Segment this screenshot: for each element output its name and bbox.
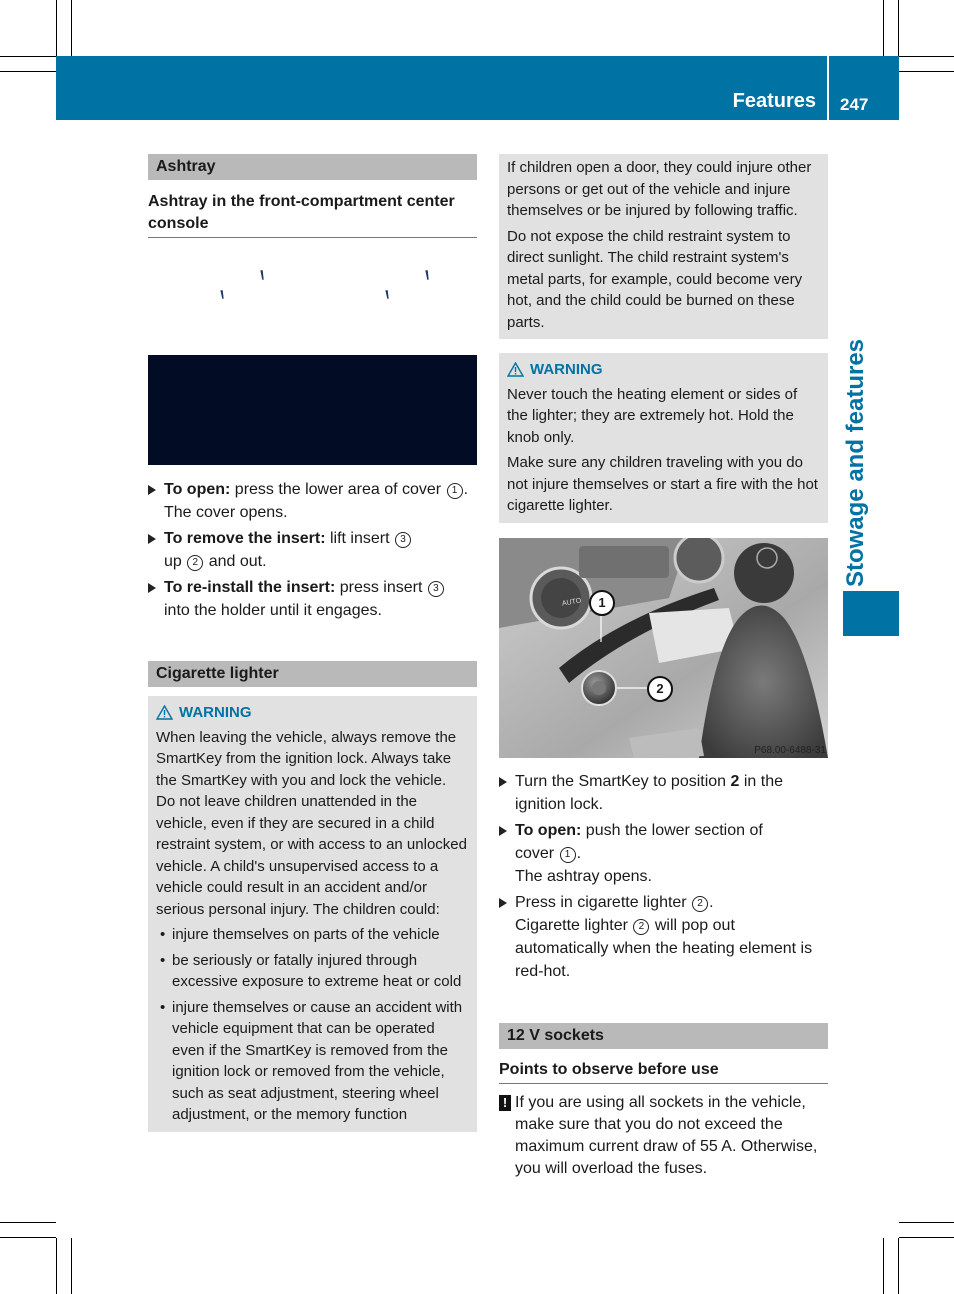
- crop-mark: [71, 0, 72, 56]
- side-tab-title: Stowage and features: [842, 338, 869, 588]
- step-bold: To remove the insert:: [164, 530, 326, 547]
- header-title: Features: [732, 90, 816, 112]
- step-bold: To open:: [164, 481, 231, 498]
- crop-mark: [898, 0, 899, 56]
- subheading-ashtray-console: Ashtray in the front-compartment center console: [148, 191, 477, 238]
- warning-text: Make sure any children traveling with you do not injure themselves or start a fire with the hot cigarette lighter.: [507, 454, 818, 514]
- step-text: lift insert: [325, 530, 394, 547]
- exclamation-icon: !: [499, 1095, 511, 1111]
- crop-mark: [899, 1222, 954, 1223]
- bullet-text: injure themselves on parts of the vehicle: [172, 926, 440, 943]
- ref-number: 1: [560, 847, 576, 863]
- callout-2: 2: [647, 676, 673, 702]
- step-arrow-icon: [148, 534, 156, 544]
- crop-mark: [0, 1237, 56, 1238]
- crop-mark: [56, 1238, 57, 1294]
- step-result: will pop out: [650, 916, 735, 934]
- step-text: press insert: [335, 579, 427, 596]
- bullet-dot: •: [160, 951, 166, 969]
- ashtray-illustration-svg: [148, 238, 477, 358]
- bullet-text: injure themselves or cause an accident with vehicle equipment that can be operated even if the SmartKey is removed from the ignition lock or removed from the vehicle, such as seat adjustment, steering wheel adjustment, or the memory function: [172, 998, 463, 1123]
- warning-title: [507, 359, 820, 381]
- ref-number: 2: [633, 919, 649, 935]
- step-open-ashtray: [499, 819, 828, 888]
- ref-number: 3: [395, 532, 411, 548]
- step-text: press the lower area of cover: [230, 481, 446, 498]
- step-bold: 2: [730, 772, 740, 790]
- step-reinstall-insert: [148, 576, 477, 622]
- note-sockets: [499, 1092, 828, 1180]
- step-text: in the: [739, 772, 784, 790]
- callout-1: 1: [589, 590, 615, 616]
- step-result: automatically when the heating element is red-hot.: [515, 939, 813, 980]
- step-arrow-icon: [148, 583, 156, 593]
- warning-bullet: [156, 997, 469, 1126]
- crop-mark: [71, 1238, 72, 1294]
- step-text: .: [463, 481, 469, 498]
- warning-box-lighter-hot: [499, 353, 828, 523]
- subheading-sockets-points: Points to observe before use: [499, 1059, 828, 1084]
- crop-mark: [883, 0, 884, 56]
- step-text: push the lower section of: [581, 821, 763, 839]
- crop-mark: [56, 0, 57, 56]
- bullet-dot: •: [160, 926, 166, 943]
- crop-mark: [899, 1237, 954, 1238]
- warning-title: [156, 702, 469, 724]
- ref-number: 1: [447, 483, 463, 499]
- section-heading-ashtray: Ashtray: [148, 154, 477, 180]
- bullet-dot: •: [160, 998, 166, 1016]
- step-turn-smartkey: [499, 770, 828, 816]
- warning-text: When leaving the vehicle, always remove the SmartKey from the ignition lock. Always take the SmartKey with you and lock the vehicle. Do not leave children unattended in the vehicle, even if they are secured in a child restraint system, or with access to an unlocked vehicle. A child's unsupervised access to a vehicle could result in an accident and/or serious personal injury. The children could:: [156, 728, 467, 918]
- page-number: 247: [840, 95, 869, 114]
- right-column: [499, 154, 828, 1180]
- crop-mark: [0, 1222, 56, 1223]
- step-result: Cigarette lighter: [515, 916, 633, 934]
- warning-box-children: [148, 696, 477, 1132]
- warning-text: If children open a door, they could injure other persons or get out of the vehicle and injure themselves or be injured by following traffic.: [507, 159, 812, 219]
- warning-box-continued: [499, 154, 828, 339]
- ref-number: 3: [428, 581, 444, 597]
- step-arrow-icon: [148, 485, 156, 495]
- step-remove-insert: [148, 527, 477, 573]
- ref-number: 2: [187, 555, 203, 571]
- crop-mark: [0, 56, 56, 57]
- step-result: The cover opens.: [164, 504, 288, 521]
- warning-triangle-icon: [156, 705, 173, 720]
- step-bold: To re-install the insert:: [164, 579, 336, 596]
- warning-bullet-list: [156, 924, 469, 1126]
- step-press-lighter: [499, 891, 828, 983]
- image-code: P68.00-6488-31: [754, 744, 826, 756]
- console-photo-svg: [499, 538, 828, 758]
- step-result: The ashtray opens.: [515, 867, 652, 885]
- header-divider: [827, 56, 829, 120]
- crop-mark: [898, 1238, 899, 1294]
- side-tab-marker: [843, 591, 899, 636]
- warning-text: Never touch the heating element or sides of the lighter; they are extremely hot. Hold the knob only.: [507, 385, 798, 446]
- warning-title-text: WARNING: [530, 361, 603, 378]
- lighter-console-photo: [499, 538, 828, 758]
- warning-bullet: [156, 950, 469, 993]
- step-text: .: [709, 893, 714, 911]
- warning-text: Do not expose the child restraint system to direct sunlight. The child restraint system's metal parts, for example, could become very hot, and the child could be burned on these parts.: [507, 227, 803, 331]
- warning-bullet: [156, 924, 469, 946]
- ashtray-photo-dark: [148, 355, 477, 465]
- section-heading-sockets: 12 V sockets: [499, 1023, 828, 1049]
- ashtray-illustration: [148, 238, 477, 358]
- step-text: Press in cigarette lighter: [515, 893, 692, 911]
- step-text: Turn the SmartKey to position: [515, 772, 731, 790]
- step-text: and out.: [204, 553, 267, 570]
- step-text: ignition lock.: [515, 795, 604, 813]
- step-arrow-icon: [499, 777, 507, 787]
- warning-title-text: WARNING: [179, 704, 252, 721]
- note-text: If you are using all sockets in the vehicle, make sure that you do not exceed the maximum current draw of 55 A. Otherwise, you will overload the fuses.: [515, 1093, 818, 1177]
- crop-mark: [883, 1238, 884, 1294]
- step-text: .: [576, 844, 582, 862]
- section-heading-lighter: Cigarette lighter: [148, 661, 477, 687]
- crop-mark: [899, 71, 954, 72]
- step-text: into the holder until it engages.: [164, 602, 382, 619]
- step-arrow-icon: [499, 826, 507, 836]
- step-text: cover: [515, 844, 559, 862]
- step-open-cover: [148, 478, 477, 524]
- knob-label: AUTO: [561, 596, 582, 608]
- crop-mark: [899, 56, 954, 57]
- step-arrow-icon: [499, 898, 507, 908]
- bullet-text: be seriously or fatally injured through excessive exposure to extreme heat or cold: [172, 951, 462, 990]
- left-column: [148, 154, 477, 1132]
- step-bold: To open:: [515, 821, 582, 839]
- warning-triangle-icon: [507, 362, 524, 377]
- crop-mark: [0, 71, 56, 72]
- ref-number: 2: [692, 896, 708, 912]
- step-text: up: [164, 553, 187, 570]
